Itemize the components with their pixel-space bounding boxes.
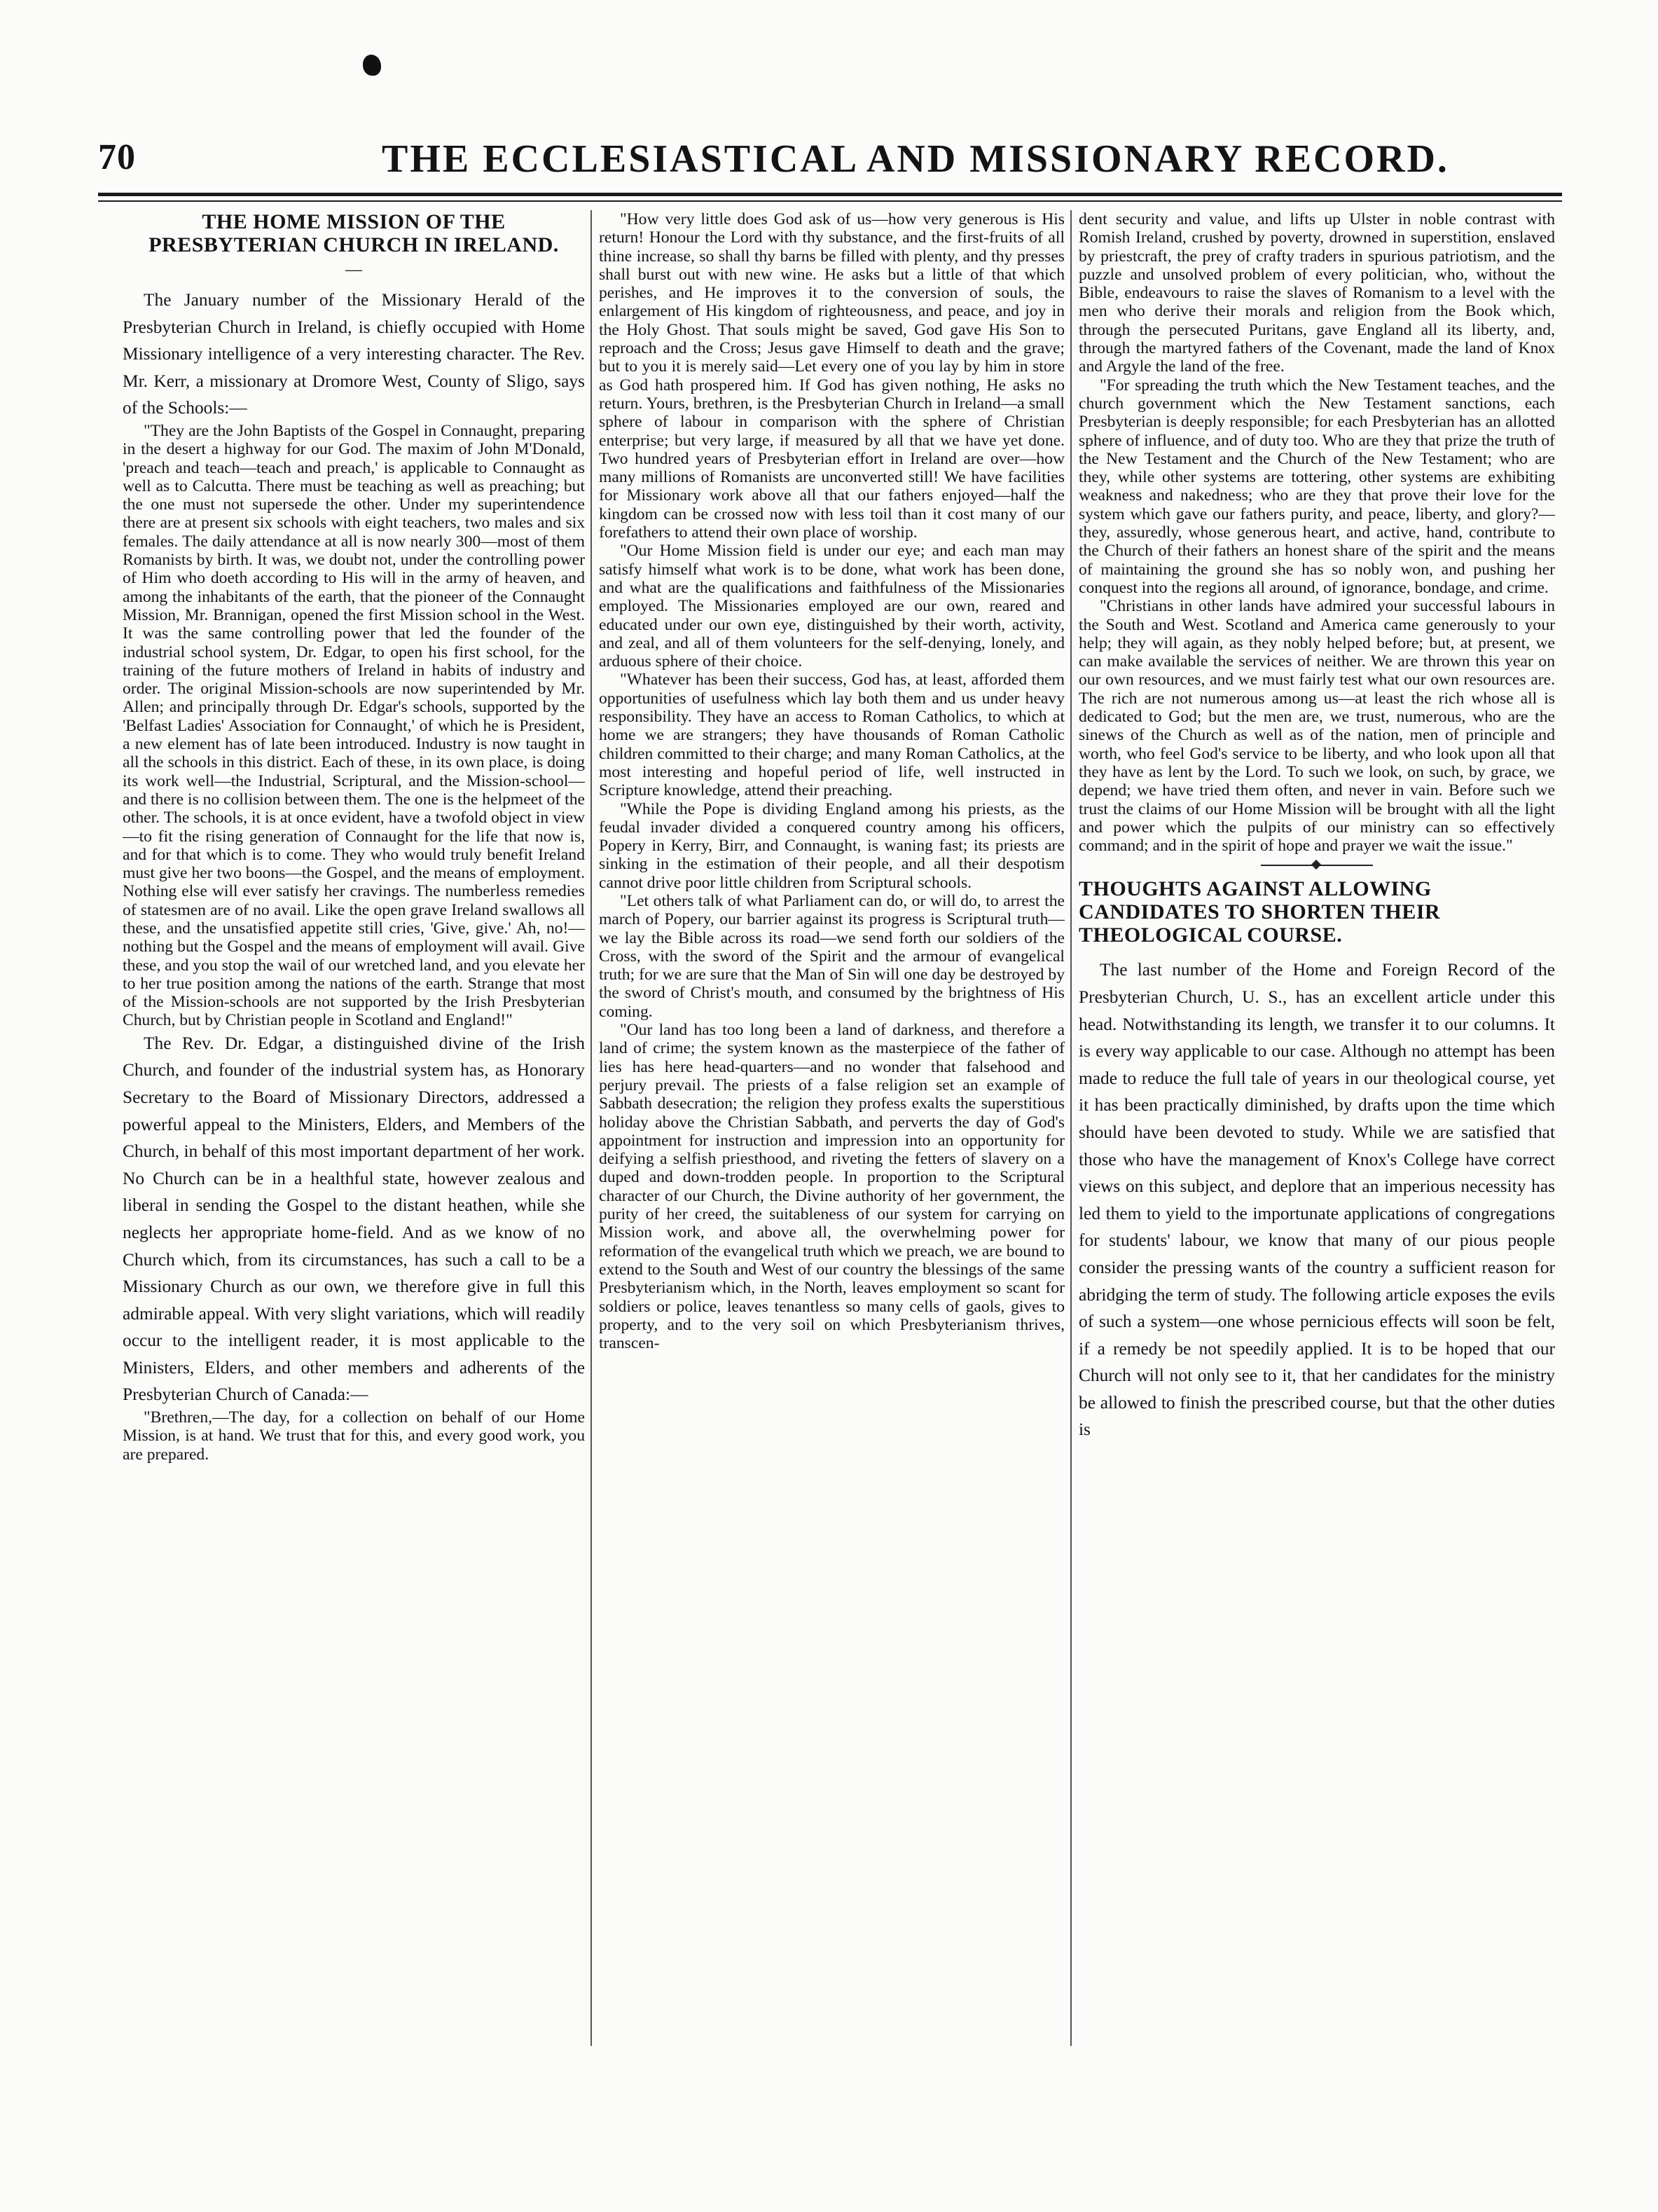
paragraph: "For spreading the truth which the New Testament teaches, and the church government which the New Testament sanctions, each Presbyterian is deeply responsible; for each Presbyterian has an allotted sphere of influence, and of duty too. Who are they that prize the truth of the New Testament and the Church of the New Testament; who are they, while other systems are tottering, other systems are exhibiting weakness and nakedness; who are they that prove their love for the system which gave our fathers purity, and peace, liberty, and glory?—they, assuredly, whose generous heart, and active, hand, contribute to the Church of their fathers an honest share of the spirit and the means of maintaining the ground she has so nobly won, and pushing her conquest into the regions all around, of ignorance, bondage, and crime. [1079, 376, 1555, 597]
article-heading-home-mission: THE HOME MISSION OF THE PRESBYTERIAN CHURCH IN IRELAND. [148, 210, 559, 256]
page-number: 70 [98, 137, 136, 177]
running-title: THE ECCLESIASTICAL AND MISSIONARY RECORD. [382, 137, 1449, 181]
paragraph: The Rev. Dr. Edgar, a distinguished divine of the Irish Church, and founder of the industrial system has, as Honorary Secretary to the Board of Missionary Directors, addressed a powerful appeal to the Ministers, Elders, and Members of the Church, in behalf of this most important department of her work. No Church can be in a healthful state, however zealous and liberal in sending the Gospel to the distant heathen, while she neglects her appropriate home-field. And as we know of no Church which, from its circumstances, has such a call to be a Missionary Church as our own, we therefore give in full this admirable appeal. With very slight variations, which will readily occur to the intelligent reader, it is most applicable to the Ministers, Elders, and other members and adherents of the Presbyterian Church of Canada:— [123, 1033, 585, 1405]
paragraph: "Whatever has been their success, God has, at least, afforded them opportunities of usefulness which lay both them and us under heavy responsibility. They have an access to Roman Catholics, to which at home we are strangers; they have thousands of Roman Catholic children committed to their charge; and many Roman Catholics, at the most interesting and hopeful period of life, well instructed in Scripture knowledge, attend their preaching. [599, 671, 1065, 800]
ink-blot-mark [363, 55, 381, 76]
paragraph: "Let others talk of what Parliament can do, or will do, to arrest the march of Popery, our barrier against its progress is Scriptural truth—we lay the Bible across its road—we send forth our soldiers of the Cross, with the sword of the Spirit and the armour of evangelical truth; for we are sure that the Man of Sin will one day be destroyed by the sword of Christ's mouth, and consumed by the brightness of His coming. [599, 891, 1065, 1021]
paragraph: "Christians in other lands have admired your successful labours in the South and West. Scotland and America came generously to your help; they will again, as they nobly helped before; but, at present, we can make available the services of neither. We are thrown this year on our own resources, and we must fairly test what our own resources are. The rich are not numerous among us—at least the rich whose all is dedicated to God; but the men are, we trust, numerous, who are the sinews of the Church as well as of the nation, men of principle and worth, who feel God's service to be liberty, and who look upon all that they have as lent by the Lord. To such we look, on such, by grace, we depend; we have tried them often, and never in vain. Before such we trust the claims of our Home Mission will be brought with all the light and power which the pulpits of our ministry can so effectively command; and in the spirit of hope and prayer we wait the issue." [1079, 597, 1555, 856]
article-heading-theological-course: THOUGHTS AGAINST ALLOWING CANDIDATES TO SHORTEN THEIR THEOLOGICAL COURSE. [1079, 877, 1441, 947]
paragraph: "Our Home Mission field is under our eye; and each man may satisfy himself what work is to be done, what work has been done, and what are the qualifications and faithfulness of the Missionaries employed. The Missionaries employed are our own, reared and educated under our own eye, distinguished by their worth, activity, and zeal, and all of them volunteers for the self-denying, lonely, and arduous sphere of their choice. [599, 542, 1065, 671]
header-rule-thin [98, 200, 1562, 202]
paragraph: "While the Pope is dividing England among his priests, as the feudal invader divided a conquered country among his officers, Popery in Kerry, Birr, and Connaught, is waning fast; its priests are sinking in the estimation of their people, and all their despotism cannot drive poor little children from Scriptural schools. [599, 799, 1065, 892]
column-divider-2 [1070, 210, 1072, 2046]
column-divider-1 [590, 210, 592, 2046]
paragraph: "How very little does God ask of us—how very generous is His return! Honour the Lord with thy substance, and the first-fruits of all thine increase, so shall thy barns be filled with plenty, and thy presses shall burst out with new wine. He asks but a little of that which perishes, and He improves it to the conversion of souls, the enlargement of His kingdom of righteousness, and peace, and joy in the Holy Ghost. That souls might be saved, God gave His Son to reproach and the Cross; Jesus gave Himself to death and the grave; but to you it is merely said—Let every one of you lay by him in store as God hath prospered him. If God has given nothing, He asks no return. Yours, brethren, is the Presbyterian Church in Ireland—a small sphere of labour in comparison with the sphere of Christian enterprise; but very large, if measured by all that we have yet done. Two hundred years of Presbyterian effort in Ireland are over—how many millions of Romanists are unconverted still! We have facilities for Missionary work above all that our fathers enjoyed—half the kingdom can be crossed now with less toil than it cost many of our forefathers to attend their own place of worship. [599, 210, 1065, 542]
paragraph: The January number of the Missionary Herald of the Presbyterian Church in Ireland, is chiefly occupied with Home Missionary intelligence of a very interesting character. The Rev. Mr. Kerr, a missionary at Dromore West, County of Sligo, says of the Schools:— [123, 290, 585, 418]
heading-dash: — [345, 261, 362, 279]
paragraph: dent security and value, and lifts up Ulster in noble contrast with Romish Ireland, crushed by poverty, drowned in superstition, enslaved by priestcraft, the prey of crafty traders in spurious patriotism, and the puzzle and unsolved problem of every politician, who, without the Bible, endeavours to raise the slaves of Romanism to a level with the men who derive their morals and religion from the Book which, through the persecuted Puritans, gave England all its liberty, and, through the martyred fathers of the Covenant, made the land of Knox and Argyle the land of the free. [1079, 210, 1555, 376]
header-rule-thick [98, 193, 1562, 196]
paragraph: "They are the John Baptists of the Gospel in Connaught, preparing in the desert a highway for our God. The maxim of John M'Donald, 'preach and teach—teach and preach,' is applicable to Connaught as well as to Calcutta. There must be teaching as well as preaching; but the one must not supersede the other. Under my superintendence there are at present six schools with eight teachers, two males and six females. The daily attendance at all is now nearly 300—most of them Romanists by birth. It was, we doubt not, under the controlling power of Him who doeth according to His will in the army of heaven, and among the inhabitants of the earth, that the pioneer of the Connaught Mission, Mr. Brannigan, opened the first Mission school in the West. It was the same controlling power that led the founder of the industrial school system, Dr. Edgar, to open his first school, for the training of the future mothers of Ireland in habits of industry and order. The original Mission-schools are now superintended by Mr. Allen; and principally through Dr. Edgar's schools, supported by the 'Belfast Ladies' Association for Connaught,' of which he is President, a new element has of late been introduced. Industry is now taught in all the schools in this district. Each of these, in its own place, is doing its work well—the Industrial, Scriptural, and the Mission-school—and there is no collision between them. The one is the helpmeet of the other. The schools, it is at once evident, have a twofold object in view—to fit the rising generation of Connaught for the life that now is, and for that which is to come. They who would truly benefit Ireland must give her two boons—the Gospel, and the means of employment. Nothing else will ever satisfy her cravings. The numberless remedies of statesmen are of no avail. Like the open grave Ireland swallows all these, and the unsatisfied appetite still cries, 'Give, give.' Ah, no!—nothing but the Gospel and the means of employment will avail. Give these, and you stop the wail of our wretched land, and you elevate her to her true position among the nations of the earth. Strange that most of the Mission-schools are not supported by the Irish Presbyterian Church, but by Christian people in Scotland and England!" [123, 421, 585, 1030]
paragraph: The last number of the Home and Foreign Record of the Presbyterian Church, U. S., has an excellent article under this head. Notwithstanding its length, we transfer it to our columns. It is every way applicable to our case. Although no attempt has been made to reduce the full tale of years in our theological course, yet it has been practically diminished, by drafts upon the time which should have been devoted to study. While we are satisfied that those who have the management of Knox's College have correct views on this subject, and deplore that an imperious necessity has led them to yield to the importunate applications of congregations for students' labour, we know that many of our pious people consider the pressing wants of the country a sufficient reason for abridging the term of study. The following article exposes the evils of such a system—one whose pernicious effects will soon be felt, if a remedy be not speedily applied. It is to be hoped that our Church will not only see to it, that her candidates for the ministry be allowed to finish the prescribed course, but that the other duties is [1079, 960, 1555, 1440]
paragraph: "Brethren,—The day, for a collection on behalf of our Home Mission, is at hand. We trust that for this, and every good work, you are prepared. [123, 1408, 585, 1464]
page-header [98, 137, 1562, 193]
column-1 [123, 210, 585, 2088]
section-divider [1261, 865, 1373, 866]
column-2 [599, 210, 1065, 2088]
column-3 [1079, 210, 1555, 2088]
paragraph: "Our land has too long been a land of darkness, and therefore a land of crime; the system known as the masterpiece of the father of lies has here head-quarters—and no wonder that falsehood and perjury prevail. The priests of a false religion set an example of Sabbath desecration; the religion they profess exalts the superstitious holiday above the Christian Sabbath, and perverts the day of God's appointment for instruction and impression into an opportunity for deifying a selfish priesthood, and riveting the fetters of slavery on a duped and down-trodden people. In proportion to the Scriptural character of our Church, the Divine authority of her government, the purity of her creed, the suitableness of our system for carrying on Mission work, and above all, the overwhelming power for reformation of the evangelical truth which we preach, we are bound to extend to the South and West of our country the blessings of the same Presbyterianism which, in the North, leaves employment so scant for soldiers or police, leaves tenantless so many cells of gaols, gives to property, and to the very soil on which Presbyterianism thrives, transcen- [599, 1021, 1065, 1353]
